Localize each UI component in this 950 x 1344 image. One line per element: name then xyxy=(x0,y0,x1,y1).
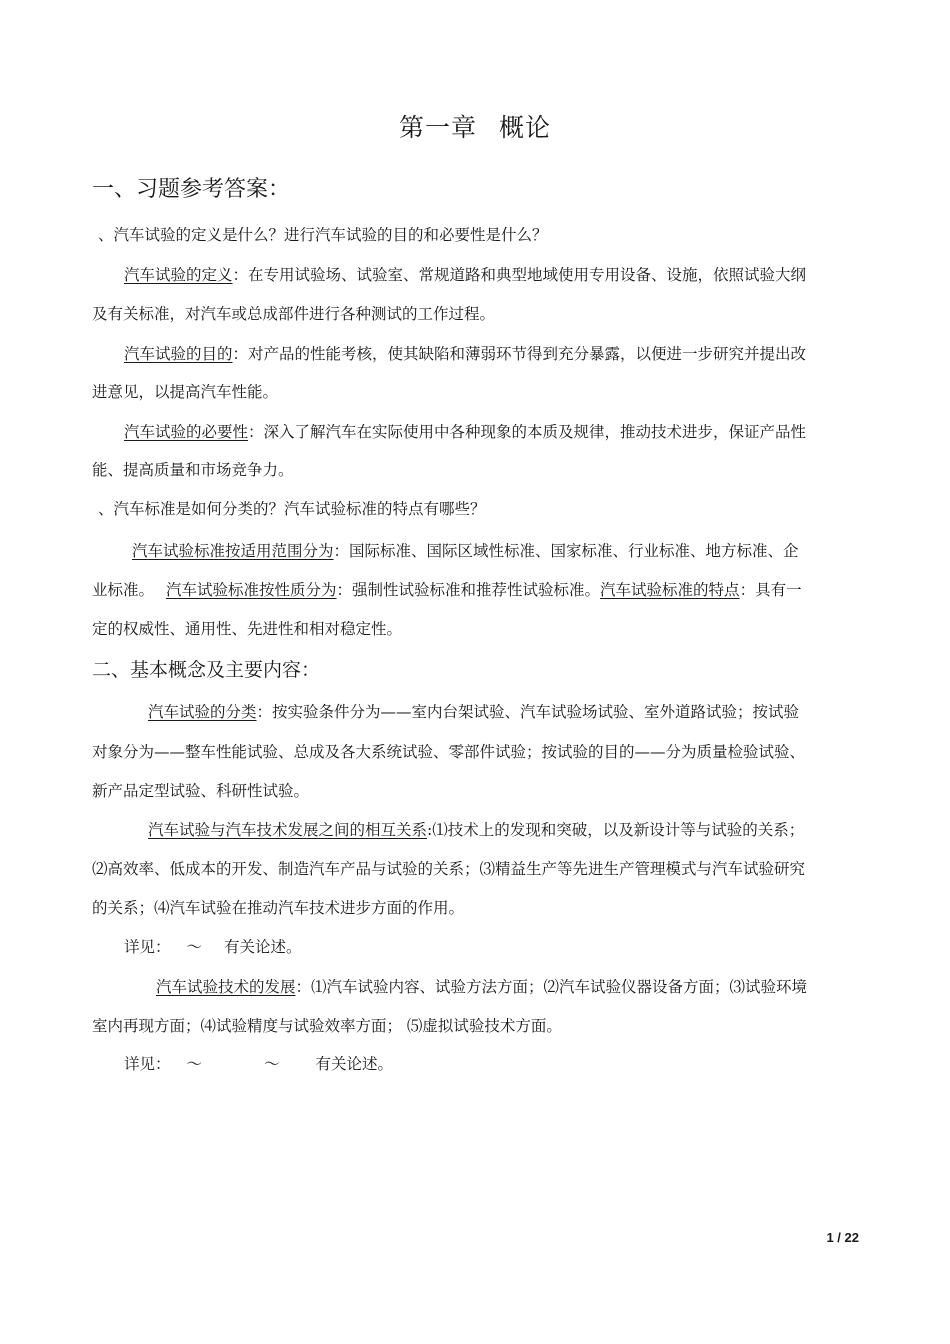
development-label: 汽车试验技术的发展 xyxy=(156,978,296,996)
nature-label: 汽车试验标准按性质分为 xyxy=(166,581,337,599)
chapter-number: 第一章 xyxy=(398,113,477,142)
question-2: 、汽车标准是如何分类的？汽车试验标准的特点有哪些？ xyxy=(98,500,486,518)
purpose-label: 汽车试验的目的 xyxy=(124,345,233,363)
scope-label: 汽车试验标准按适用范围分为 xyxy=(132,542,334,560)
classification-label: 汽车试验的分类 xyxy=(148,703,257,721)
classification-line-3: 新产品定型试验、科研性试验。 xyxy=(92,782,310,800)
feature-label: 汽车试验标准的特点 xyxy=(600,581,740,599)
standards-line-1: 汽车试验标准按适用范围分为：国际标准、国际区域性标准、国家标准、行业标准、地方标准、企 xyxy=(132,542,799,560)
relation-label: 汽车试验与汽车技术发展之间的相互关系 xyxy=(148,821,428,839)
necessity-line-2: 能、提高质量和市场竞争力。 xyxy=(92,461,294,479)
chapter-name: 概论 xyxy=(499,113,552,142)
definition-label: 汽车试验的定义 xyxy=(124,266,233,284)
section-heading-concepts: 二、基本概念及主要内容： xyxy=(92,659,321,681)
relation-line-2: ⑵高效率、低成本的开发、制造汽车产品与试验的关系；⑶精益生产等先进生产管理模式与汽车试验研究 xyxy=(92,860,806,878)
classification-line-1: 汽车试验的分类：按实验条件分为——室内台架试验、汽车试验场试验、室外道路试验；按试验 xyxy=(148,703,800,721)
standards-line-2: 业标准。 汽车试验标准按性质分为：强制性试验标准和推荐性试验标准。汽车试验标准的特点：具有一 xyxy=(92,581,802,599)
chapter-title xyxy=(0,108,950,144)
necessity-line-1: 汽车试验的必要性：深入了解汽车在实际使用中各种现象的本质及规律，推动技术进步，保证产品性 xyxy=(124,423,807,441)
purpose-line-2: 进意见，以提高汽车性能。 xyxy=(92,383,279,401)
necessity-label: 汽车试验的必要性 xyxy=(124,423,249,441)
section-heading-exercises: 一、习题参考答案： xyxy=(92,177,291,202)
question-1: 、汽车试验的定义是什么？进行汽车试验的目的和必要性是什么？ xyxy=(98,226,548,244)
development-line-1: 汽车试验技术的发展：⑴汽车试验内容、试验方法方面；⑵汽车试验仪器设备方面；⑶试验环境 xyxy=(156,978,808,996)
page-number: 1 / 22 xyxy=(826,1230,859,1245)
purpose-line-1: 汽车试验的目的：对产品的性能考核，使其缺陷和薄弱环节得到充分暴露，以便进一步研究并提出改 xyxy=(124,345,807,363)
development-see-also: 详见： ～ ～ 有关论述。 xyxy=(124,1055,394,1073)
relation-line-1: 汽车试验与汽车技术发展之间的相互关系:⑴技术上的发现和突破，以及新设计等与试验的关系； xyxy=(148,821,805,839)
development-line-2: 室内再现方面；⑷试验精度与试验效率方面； ⑸虚拟试验技术方面。 xyxy=(92,1017,562,1035)
classification-line-2: 对象分为——整车性能试验、总成及各大系统试验、零部件试验；按试验的目的——分为质量检验试验、 xyxy=(92,743,806,761)
relation-line-3: 的关系；⑷汽车试验在推动汽车技术进步方面的作用。 xyxy=(92,899,465,917)
relation-see-also: 详见： ～ 有关论述。 xyxy=(124,938,302,956)
standards-line-3: 定的权威性、通用性、先进性和相对稳定性。 xyxy=(92,620,403,638)
definition-line-2: 及有关标准，对汽车或总成部件进行各种测试的工作过程。 xyxy=(92,305,496,323)
definition-line-1: 汽车试验的定义：在专用试验场、试验室、常规道路和典型地域使用专用设备、设施，依照试验大纲 xyxy=(124,266,807,284)
